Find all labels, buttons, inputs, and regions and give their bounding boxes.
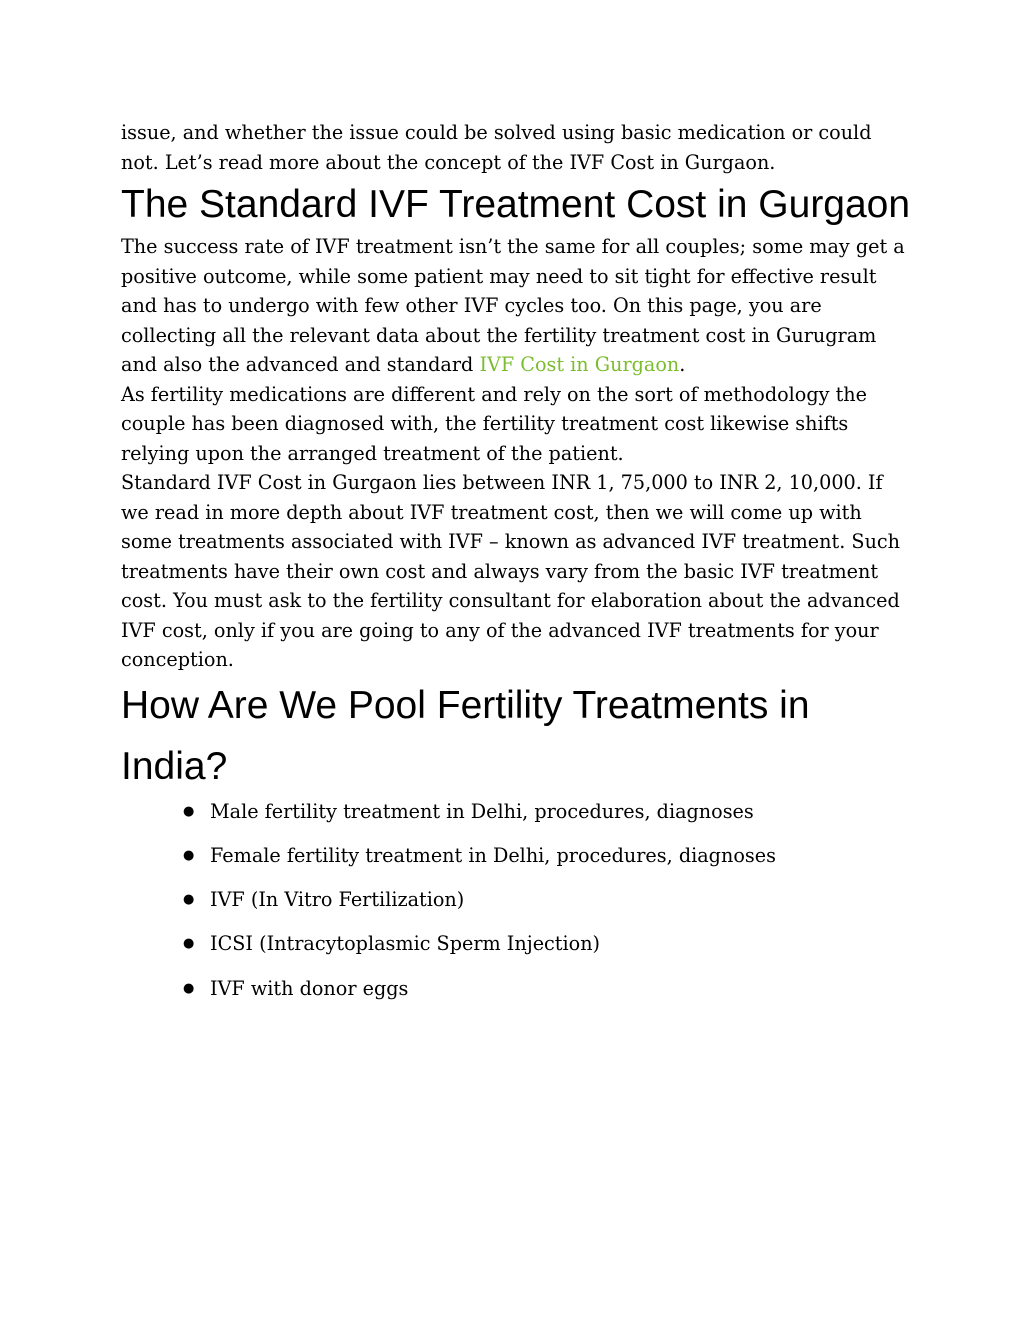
paragraph-success-rate-text: The success rate of IVF treatment isn’t the same for all couples; some may get a positive outcome, while some patient may need to sit tight for effective result and has to undergo with few other IVF cycles too. On this page, you are collecting all the relevant data about the fertility treatment cost in Gurugram and also the advanced and standard <box>121 235 905 376</box>
paragraph-success-rate <box>121 232 911 380</box>
document-page <box>121 118 911 1018</box>
bullet-icon: ● <box>183 892 195 908</box>
section-heading-standard-ivf-cost: The Standard IVF Treatment Cost in Gurgaon <box>121 183 911 226</box>
list-item-text: IVF (In Vitro Fertilization) <box>210 888 465 912</box>
bullet-icon: ● <box>183 847 195 863</box>
bullet-icon: ● <box>183 936 195 952</box>
bullet-icon: ● <box>183 803 195 819</box>
section-heading-pool-treatments: How Are We Pool Fertility Treatments in India? <box>121 683 810 788</box>
intro-paragraph: issue, and whether the issue could be solved using basic medication or could not. Let’s read more about the concept of the IVF Cost in Gurgaon. <box>121 121 872 174</box>
list-item-text: ICSI (Intracytoplasmic Sperm Injection) <box>210 932 601 956</box>
list-item-text: Male fertility treatment in Delhi, procedures, diagnoses <box>210 799 754 823</box>
list-item-text: IVF with donor eggs <box>210 976 409 1000</box>
list-item <box>183 841 911 871</box>
bullet-icon: ● <box>183 980 195 996</box>
list-item <box>183 885 911 915</box>
ivf-cost-gurgaon-link[interactable]: IVF Cost in Gurgaon <box>479 353 680 376</box>
paragraph-fertility-medications: As fertility medications are different and rely on the sort of methodology the couple has been diagnosed with, the fertility treatment cost likewise shifts relying upon the arranged treatment of the patient. <box>121 382 868 465</box>
paragraph-standard-cost: Standard IVF Cost in Gurgaon lies between INR 1, 75,000 to INR 2, 10,000. If we read in more depth about IVF treatment cost, then we will come up with some treatments associated with IVF – known as advanced IVF treatment. Such treatments have their own cost and always vary from the basic IVF treatment cost. You must ask to the fertility consultant for elaboration about the advanced IVF cost, only if you are going to any of the advanced IVF treatments for your conception. <box>121 471 901 671</box>
list-item-text: Female fertility treatment in Delhi, procedures, diagnoses <box>210 843 776 867</box>
list-item <box>183 974 911 1004</box>
treatment-list <box>121 797 911 1004</box>
paragraph-period: . <box>679 353 686 376</box>
list-item <box>183 929 911 959</box>
list-item <box>183 797 911 827</box>
